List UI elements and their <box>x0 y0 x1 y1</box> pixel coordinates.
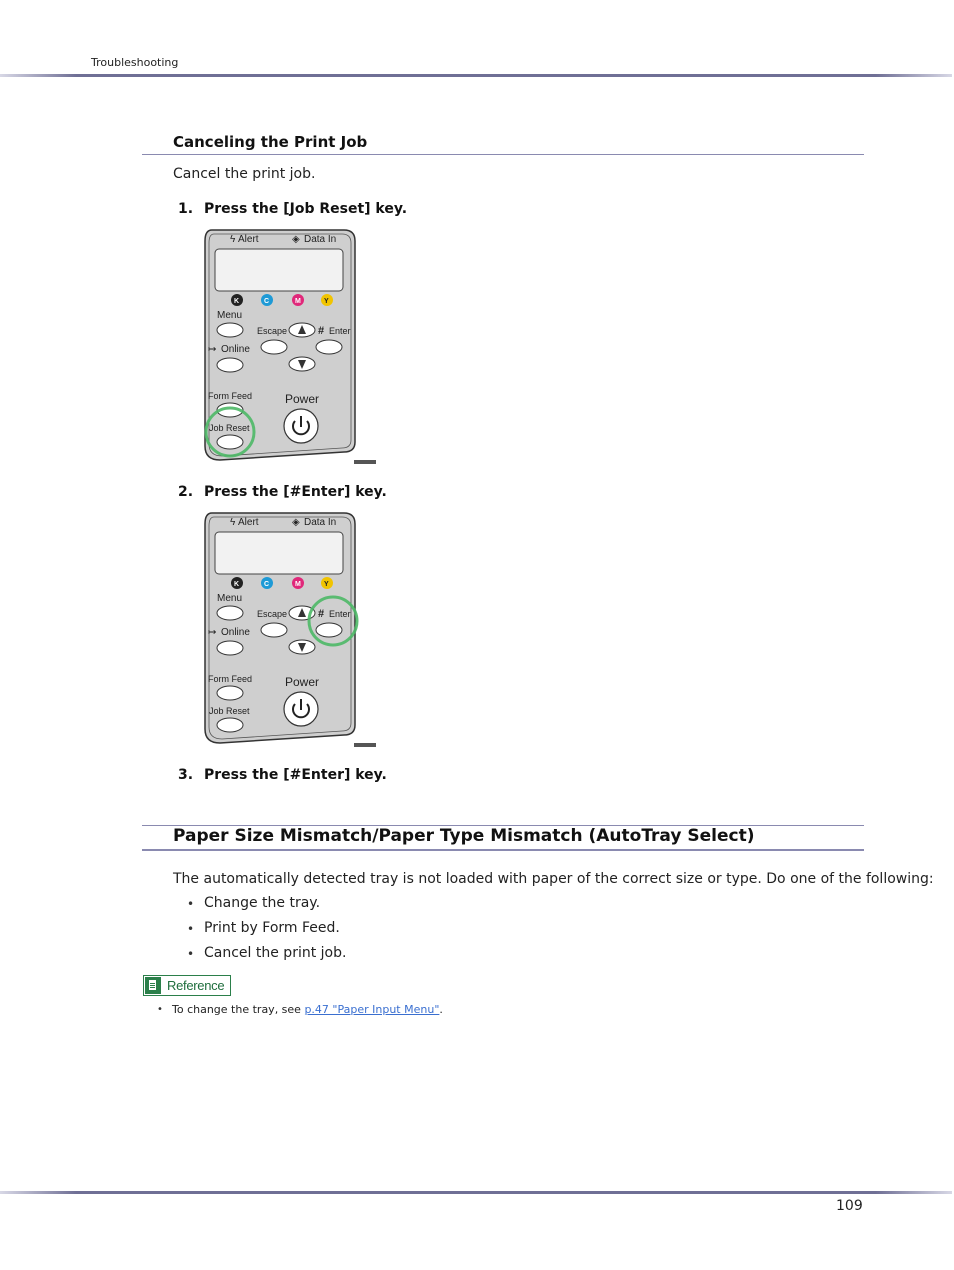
footer-rule <box>0 1191 952 1194</box>
hash-icon: # <box>318 608 325 620</box>
reference-icon <box>145 977 161 994</box>
figure-code-mark <box>354 460 376 464</box>
escape-key <box>261 340 287 354</box>
bullet-icon: • <box>187 922 195 936</box>
enter-key <box>316 623 342 637</box>
reference-note-suffix: . <box>439 1003 443 1016</box>
online-key <box>217 358 243 372</box>
escape-key <box>261 623 287 637</box>
data-in-icon: ◈ <box>292 234 300 245</box>
menu-key <box>217 323 243 337</box>
paper-input-menu-link[interactable]: p.47 "Paper Input Menu" <box>304 1003 440 1016</box>
header-rule <box>0 74 952 77</box>
menu-label: Menu <box>217 593 243 604</box>
alert-icon: ϟ <box>230 517 236 528</box>
svg-text:K: K <box>234 298 240 305</box>
job-reset-key <box>217 435 243 449</box>
list-item: Cancel the print job. <box>204 945 347 961</box>
svg-text:C: C <box>264 581 270 588</box>
svg-text:C: C <box>264 298 270 305</box>
section-heading-rule-bottom <box>142 849 864 851</box>
power-label: Power <box>285 392 320 406</box>
online-label: Online <box>221 627 250 638</box>
section-heading-rule <box>142 154 864 155</box>
step-number: 2. <box>178 484 194 500</box>
enter-key <box>316 340 342 354</box>
online-key <box>217 641 243 655</box>
step-text: Press the [Job Reset] key. <box>204 201 408 217</box>
step-text: Press the [#Enter] key. <box>204 767 387 783</box>
power-label: Power <box>285 675 320 689</box>
menu-label: Menu <box>217 310 243 321</box>
mismatch-intro: The automatically detected tray is not loaded with paper of the correct size or type. Do one of the following: <box>173 871 934 887</box>
section-heading-paper-mismatch: Paper Size Mismatch/Paper Type Mismatch (AutoTray Select) <box>173 826 755 846</box>
figure-code-mark <box>354 743 376 747</box>
bullet-icon: • <box>187 897 195 911</box>
online-icon: ↦ <box>208 627 217 638</box>
online-icon: ↦ <box>208 344 217 355</box>
list-item: Change the tray. <box>204 895 321 911</box>
running-header: Troubleshooting <box>91 56 179 69</box>
step-number: 3. <box>178 767 194 783</box>
reference-note <box>172 1003 443 1016</box>
data-in-icon: ◈ <box>292 517 300 528</box>
bullet-icon: • <box>157 1004 163 1015</box>
intro-text: Cancel the print job. <box>173 166 316 182</box>
job-reset-key <box>217 718 243 732</box>
data-in-label: Data In <box>304 234 337 245</box>
alert-label: Alert <box>238 234 259 245</box>
bullet-icon: • <box>187 947 195 961</box>
job-reset-label: Job Reset <box>209 706 250 716</box>
escape-label: Escape <box>257 609 288 619</box>
job-reset-label: Job Reset <box>209 423 250 433</box>
alert-icon: ϟ <box>230 234 236 245</box>
svg-text:K: K <box>234 581 240 588</box>
form-feed-label: Form Feed <box>208 674 253 684</box>
operation-panel-illustration-enter <box>200 509 380 751</box>
escape-label: Escape <box>257 326 288 336</box>
step-text: Press the [#Enter] key. <box>204 484 387 500</box>
menu-key <box>217 606 243 620</box>
online-label: Online <box>221 344 250 355</box>
page-number: 109 <box>836 1198 863 1214</box>
step-number: 1. <box>178 201 194 217</box>
operation-panel-illustration-job-reset <box>200 226 380 468</box>
alert-label: Alert <box>238 517 259 528</box>
data-in-label: Data In <box>304 517 337 528</box>
form-feed-label: Form Feed <box>208 391 253 401</box>
enter-label: Enter <box>329 609 351 619</box>
section-heading-canceling: Canceling the Print Job <box>173 133 368 151</box>
reference-badge <box>143 975 231 996</box>
svg-text:M: M <box>295 298 301 305</box>
svg-text:Y: Y <box>324 581 329 588</box>
enter-label: Enter <box>329 326 351 336</box>
hash-icon: # <box>318 325 325 337</box>
reference-label: Reference <box>167 978 225 993</box>
reference-note-prefix: To change the tray, see <box>172 1003 305 1016</box>
svg-text:M: M <box>295 581 301 588</box>
svg-text:Y: Y <box>324 298 329 305</box>
form-feed-key <box>217 686 243 700</box>
list-item: Print by Form Feed. <box>204 920 340 936</box>
